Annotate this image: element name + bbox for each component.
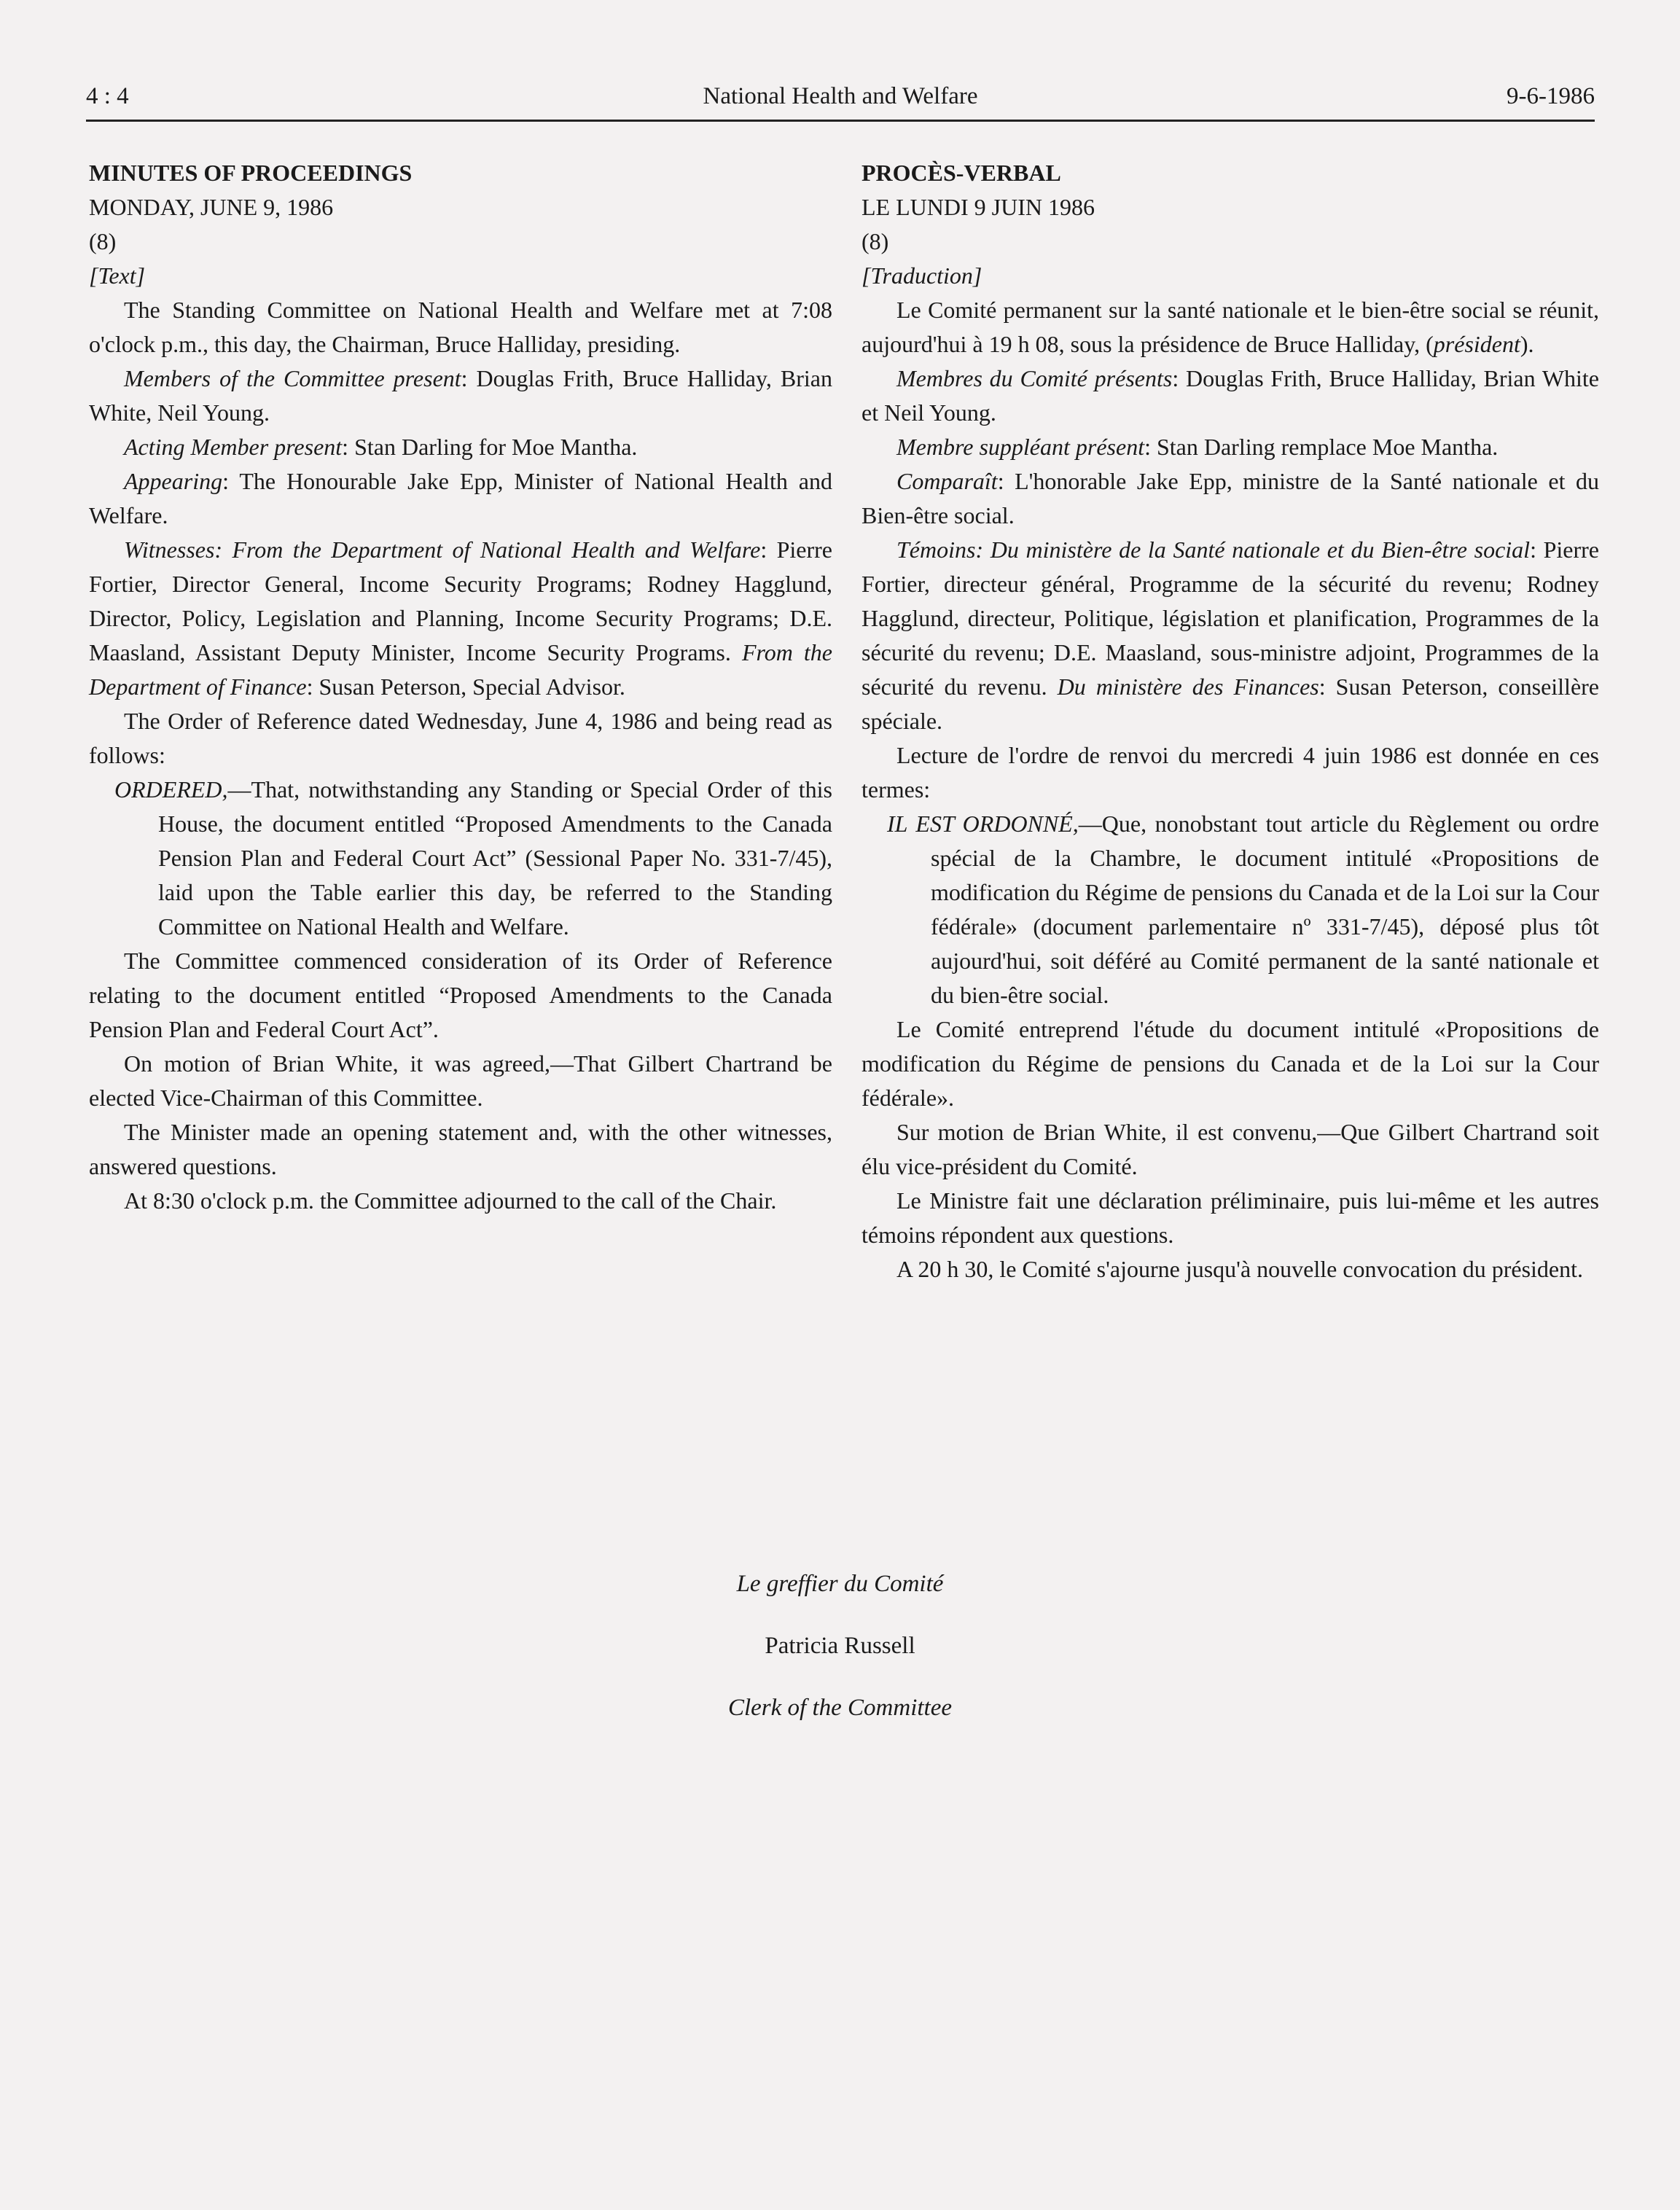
clerk-title-english: Clerk of the Committee: [727, 1695, 953, 1721]
english-members-present: Members of the Committee present: Douglas Frith, Bruce Halliday, Brian White, Neil Young.: [89, 365, 833, 426]
english-minister-statement: The Minister made an opening statement and, with the other witnesses, answered questions.: [89, 1119, 832, 1179]
french-column: [862, 156, 1599, 1286]
french-witnesses: Témoins: Du ministère de la Santé nationale et du Bien-être social: Pierre Fortier, directeur général, Programme de la sécurité du revenu; Rodney Hagglund, directeur, Politique, législation et planification, Programmes de la sécurité du revenu; D.E. Maasland, sous-ministre adjoint, Programmes de la sécurité du revenu. Du ministère des Finances: Susan Peterson, conseillère spéciale.: [862, 536, 1600, 734]
english-opening-paragraph: The Standing Committee on National Health and Welfare met at 7:08 o'clock p.m., this day, the Chairman, Bruce Halliday, presiding.: [89, 297, 832, 357]
clerk-title-french: Le greffier du Comité: [736, 1571, 944, 1597]
english-order-of-reference: ORDERED,—That, notwithstanding any Standing or Special Order of this House, the document entitled “Proposed Amendments to the Canada Pension Plan and Federal Court Act” (Sessional Paper No. 331-7/45), laid upon the Table earlier this day, be referred to the Standing Committee on National Health and Welfare.: [114, 776, 832, 940]
english-meeting-number: (8): [89, 228, 117, 254]
french-order-of-reference: IL EST ORDONNÉ,—Que, nonobstant tout article du Règlement ou ordre spécial de la Chambre, le document intitulé «Propositions de modification du Régime de pensions du Canada et de la Loi sur la Cour fédérale» (document parlementaire nº 331-7/45), déposé plus tôt aujourd'hui, soit déféré au Comité permanent de la santé nationale et du bien-être social.: [887, 811, 1599, 1008]
english-witnesses: Witnesses: From the Department of National Health and Welfare: Pierre Fortier, Director General, Income Security Programs; Rodney Hagglund, Director, Policy, Legislation and Planning, Income Security Programs; D.E. Maasland, Assistant Deputy Minister, Income Security Programs. From the Department of Finance: Susan Peterson, Special Advisor.: [89, 536, 833, 700]
english-acting-member: Acting Member present: Stan Darling for Moe Mantha.: [124, 434, 638, 460]
english-appearing: Appearing: The Honourable Jake Epp, Minister of National Health and Welfare.: [89, 468, 832, 528]
french-adjournment: A 20 h 30, le Comité s'ajourne jusqu'à nouvelle convocation du président.: [896, 1256, 1584, 1282]
french-meeting-number: (8): [862, 228, 889, 254]
french-order-intro: Lecture de l'ordre de renvoi du mercredi 4 juin 1986 est donnée en ces termes:: [862, 742, 1599, 803]
english-heading: MINUTES OF PROCEEDINGS: [89, 160, 413, 186]
french-acting-member: Membre suppléant présent: Stan Darling remplace Moe Mantha.: [896, 434, 1499, 460]
english-motion: On motion of Brian White, it was agreed,—That Gilbert Chartrand be elected Vice-Chairman of this Committee.: [89, 1050, 832, 1111]
english-order-intro: The Order of Reference dated Wednesday, June 4, 1986 and being read as follows:: [89, 708, 832, 768]
french-motion: Sur motion de Brian White, il est convenu,—Que Gilbert Chartrand soit élu vice-président du Comité.: [862, 1119, 1599, 1179]
english-date: MONDAY, JUNE 9, 1986: [89, 194, 334, 220]
header-date: 9-6-1986: [1507, 83, 1595, 109]
signature-block: [0, 1567, 1680, 1753]
english-column: [89, 156, 832, 1218]
french-translation-tag: [Traduction]: [862, 262, 982, 289]
page-header: [86, 80, 1595, 122]
french-minister-statement: Le Ministre fait une déclaration préliminaire, puis lui-même et les autres témoins répondent aux questions.: [862, 1187, 1599, 1248]
clerk-name: Patricia Russell: [765, 1633, 915, 1659]
french-appearing: Comparaît: L'honorable Jake Epp, ministre de la Santé nationale et du Bien-être social.: [862, 468, 1599, 528]
french-heading: PROCÈS-VERBAL: [862, 160, 1061, 186]
running-title: National Health and Welfare: [703, 83, 978, 109]
french-consideration: Le Comité entreprend l'étude du document intitulé «Propositions de modification du Régime de pensions du Canada et de la Loi sur la Cour fédérale».: [862, 1016, 1599, 1111]
french-date: LE LUNDI 9 JUIN 1986: [862, 194, 1095, 220]
french-members-present: Membres du Comité présents: Douglas Frith, Bruce Halliday, Brian White et Neil Young.: [862, 365, 1600, 426]
english-adjournment: At 8:30 o'clock p.m. the Committee adjourned to the call of the Chair.: [124, 1187, 777, 1214]
english-consideration: The Committee commenced consideration of its Order of Reference relating to the document entitled “Proposed Amendments to the Canada Pension Plan and Federal Court Act”.: [89, 948, 832, 1042]
french-opening-paragraph: Le Comité permanent sur la santé nationale et le bien-être social se réunit, aujourd'hui à 19 h 08, sous la présidence de Bruce Halliday, (président).: [862, 297, 1599, 357]
english-text-tag: [Text]: [89, 262, 146, 289]
page-number: 4 : 4: [86, 83, 129, 109]
